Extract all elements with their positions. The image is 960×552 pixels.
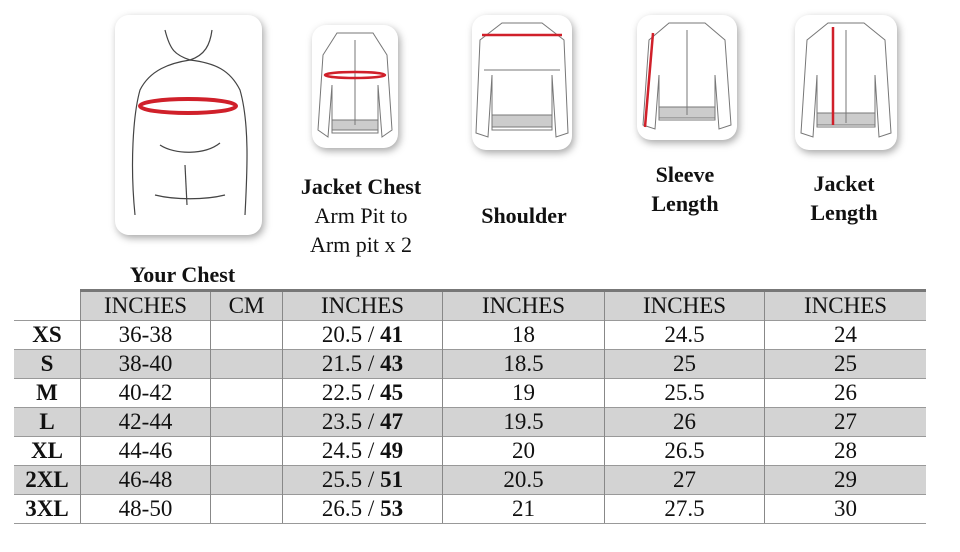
corner-cell bbox=[14, 291, 81, 321]
cell-jacket-chest bbox=[283, 321, 443, 350]
jacket-chest-total: 51 bbox=[380, 467, 404, 492]
cell-cm bbox=[211, 321, 283, 350]
jacket-chest-total: 47 bbox=[380, 409, 404, 434]
jacket-chest-inches: 22.5 / bbox=[321, 380, 375, 405]
cell-cm bbox=[211, 466, 283, 495]
jacket-chest-total: 53 bbox=[380, 496, 404, 521]
cell-sleeve: 26 bbox=[605, 408, 765, 437]
jacket-chest-illustration bbox=[312, 25, 398, 148]
cell-length: 26 bbox=[765, 379, 927, 408]
cell-shoulder: 19 bbox=[443, 379, 605, 408]
cell-shoulder: 20 bbox=[443, 437, 605, 466]
jacket-chest-total: 41 bbox=[380, 322, 404, 347]
unit-header: INCHES bbox=[765, 291, 927, 321]
body-chest-illustration bbox=[115, 15, 262, 235]
cell-length: 29 bbox=[765, 466, 927, 495]
unit-header: CM bbox=[211, 291, 283, 321]
sleeve-length-illustration bbox=[637, 15, 737, 140]
cell-chest: 40-42 bbox=[81, 379, 211, 408]
length-label-1: Jacket bbox=[813, 171, 875, 196]
cell-size: 3XL bbox=[14, 495, 81, 524]
table-row bbox=[14, 495, 926, 524]
sleeve-label-2: Length bbox=[651, 191, 719, 216]
table-row bbox=[14, 379, 926, 408]
cell-length: 30 bbox=[765, 495, 927, 524]
cell-jacket-chest bbox=[283, 350, 443, 379]
length-label-2: Length bbox=[810, 200, 878, 225]
cell-length: 28 bbox=[765, 437, 927, 466]
unit-header: INCHES bbox=[81, 291, 211, 321]
your-chest-label: Your Chest bbox=[129, 262, 236, 287]
jacket-chest-inches: 23.5 / bbox=[321, 409, 375, 434]
cell-cm bbox=[211, 408, 283, 437]
cell-length: 27 bbox=[765, 408, 927, 437]
table-row bbox=[14, 350, 926, 379]
cell-size: XL bbox=[14, 437, 81, 466]
cell-sleeve: 24.5 bbox=[605, 321, 765, 350]
jacket-chest-inches: 20.5 / bbox=[321, 322, 375, 347]
size-table bbox=[14, 289, 926, 524]
cell-jacket-chest bbox=[283, 437, 443, 466]
jacket-chest-total: 43 bbox=[380, 351, 404, 376]
cell-sleeve: 27.5 bbox=[605, 495, 765, 524]
cell-jacket-chest bbox=[283, 495, 443, 524]
cell-chest: 46-48 bbox=[81, 466, 211, 495]
jacket-chest-inches: 24.5 / bbox=[321, 438, 375, 463]
cell-size: XS bbox=[14, 321, 81, 350]
cell-sleeve: 25.5 bbox=[605, 379, 765, 408]
shoulder-label: Shoulder bbox=[481, 203, 567, 228]
cell-shoulder: 19.5 bbox=[443, 408, 605, 437]
cell-shoulder: 20.5 bbox=[443, 466, 605, 495]
cell-length: 25 bbox=[765, 350, 927, 379]
cell-chest: 42-44 bbox=[81, 408, 211, 437]
jacket-chest-note-2: Arm pit x 2 bbox=[309, 232, 413, 257]
cell-sleeve: 26.5 bbox=[605, 437, 765, 466]
cell-jacket-chest bbox=[283, 466, 443, 495]
table-row bbox=[14, 437, 926, 466]
cell-chest: 36-38 bbox=[81, 321, 211, 350]
shoulder-illustration bbox=[472, 15, 572, 150]
cell-chest: 44-46 bbox=[81, 437, 211, 466]
cell-sleeve: 27 bbox=[605, 466, 765, 495]
cell-cm bbox=[211, 495, 283, 524]
jacket-chest-inches: 25.5 / bbox=[321, 467, 375, 492]
cell-size: M bbox=[14, 379, 81, 408]
cell-shoulder: 18 bbox=[443, 321, 605, 350]
jacket-chest-note-1: Arm Pit to bbox=[314, 203, 408, 228]
jacket-length-label bbox=[774, 169, 914, 227]
unit-header: INCHES bbox=[443, 291, 605, 321]
cell-cm bbox=[211, 350, 283, 379]
sleeve-label-1: Sleeve bbox=[655, 162, 715, 187]
cell-chest: 38-40 bbox=[81, 350, 211, 379]
jacket-length-illustration bbox=[795, 15, 897, 150]
jacket-chest-inches: 21.5 / bbox=[321, 351, 375, 376]
cell-shoulder: 18.5 bbox=[443, 350, 605, 379]
unit-header: INCHES bbox=[605, 291, 765, 321]
cell-jacket-chest bbox=[283, 408, 443, 437]
jacket-chest-inches: 26.5 / bbox=[321, 496, 375, 521]
unit-header: INCHES bbox=[283, 291, 443, 321]
table-row bbox=[14, 321, 926, 350]
cell-jacket-chest bbox=[283, 379, 443, 408]
jacket-chest-total: 45 bbox=[380, 380, 404, 405]
cell-chest: 48-50 bbox=[81, 495, 211, 524]
cell-size: L bbox=[14, 408, 81, 437]
cell-cm bbox=[211, 437, 283, 466]
table-row bbox=[14, 408, 926, 437]
jacket-chest-title: Jacket Chest bbox=[300, 174, 422, 199]
cell-size: S bbox=[14, 350, 81, 379]
cell-size: 2XL bbox=[14, 466, 81, 495]
cell-cm bbox=[211, 379, 283, 408]
sleeve-length-label bbox=[615, 160, 755, 218]
cell-length: 24 bbox=[765, 321, 927, 350]
jacket-chest-total: 49 bbox=[380, 438, 404, 463]
cell-shoulder: 21 bbox=[443, 495, 605, 524]
jacket-chest-label bbox=[275, 172, 447, 259]
table-row bbox=[14, 466, 926, 495]
cell-sleeve: 25 bbox=[605, 350, 765, 379]
units-header-row bbox=[14, 291, 926, 321]
